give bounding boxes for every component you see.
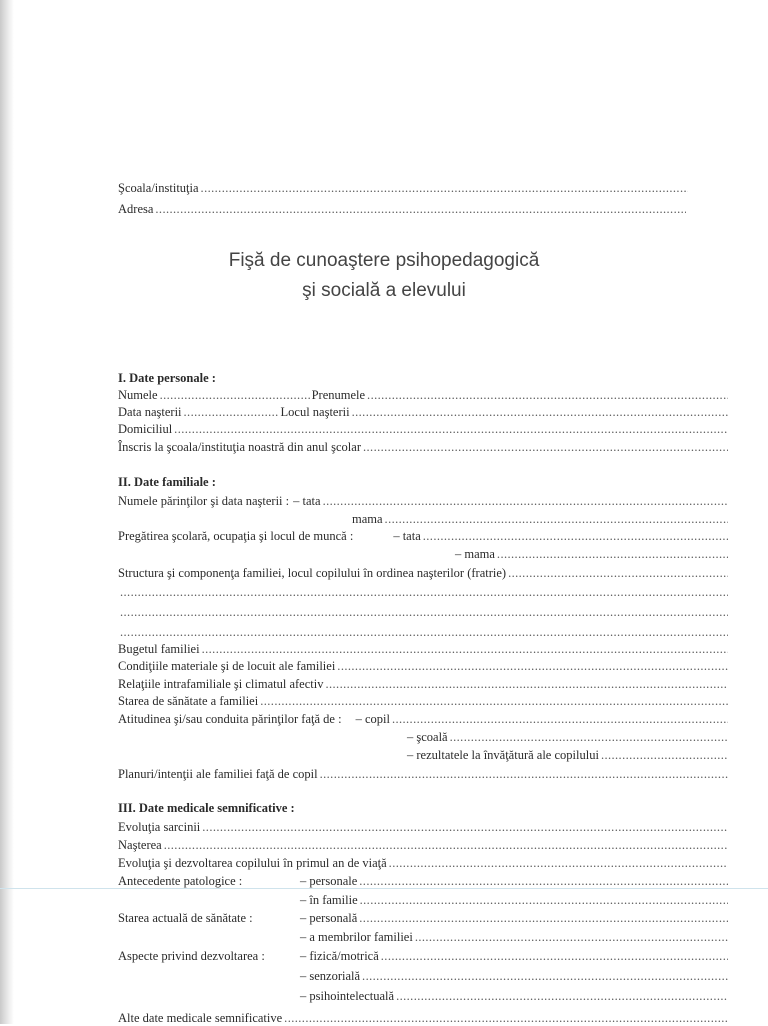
relatiile-field bbox=[118, 676, 730, 692]
evolutia-sarcinii-dots bbox=[202, 819, 728, 835]
atitudinea-copil-dots bbox=[392, 711, 728, 727]
parinti-tata-field bbox=[118, 493, 730, 509]
aspecte-psihointelectuala-label: – psihointelectuală bbox=[300, 989, 395, 1003]
prenume-label: Prenumele bbox=[311, 388, 366, 402]
evolutia-sarcinii-field bbox=[118, 819, 730, 835]
pregatirea-mama-field bbox=[455, 546, 730, 562]
alte-date-label: Alte date medicale semnificative bbox=[118, 1011, 283, 1025]
antecedente-familie-field bbox=[300, 892, 730, 908]
starea-membrilor-field bbox=[300, 929, 730, 945]
bugetul-label: Bugetul familiei bbox=[118, 642, 200, 656]
aspecte-fizica-field bbox=[118, 948, 730, 964]
inscris-label: Înscris la şcoala/instituţia noastră din anul şcolar bbox=[118, 440, 361, 454]
starea-familiei-label: Starea de sănătate a familiei bbox=[118, 694, 259, 708]
aspecte-fizica-label: – fizică/motrică bbox=[300, 949, 379, 963]
data-nasterii-dots bbox=[184, 404, 279, 420]
pregatirea-mama-label: – mama bbox=[455, 547, 495, 561]
atitudinea-label: Atitudinea şi/sau conduita părinţilor faţă de : bbox=[118, 712, 342, 726]
evolutia-dezvoltarea-dots bbox=[389, 855, 728, 871]
antecedente-familie-label: – în familie bbox=[300, 893, 358, 907]
parinti-mama-dots bbox=[385, 511, 728, 527]
address-field bbox=[118, 201, 688, 217]
starea-actuala-label: Starea actuală de sănătate : bbox=[118, 911, 253, 925]
conditiile-field bbox=[118, 658, 730, 674]
nasterea-dots bbox=[164, 837, 728, 853]
structura-line-2 bbox=[118, 584, 730, 600]
structura-line-3 bbox=[118, 604, 730, 620]
starea-personala-field bbox=[118, 910, 730, 926]
evolutia-dezvoltarea-field bbox=[118, 855, 730, 871]
section2-heading: II. Date familiale : bbox=[118, 475, 216, 489]
blank-dots bbox=[120, 604, 728, 620]
scan-edge bbox=[0, 0, 14, 1024]
parinti-mama-label: mama bbox=[352, 512, 383, 526]
aspecte-fizica-dots bbox=[381, 948, 728, 964]
antecedente-personale-dots bbox=[359, 873, 728, 889]
atitudinea-scoala-label: – şcoală bbox=[407, 730, 448, 744]
antecedente-personale-field bbox=[118, 873, 730, 889]
address-dots bbox=[155, 201, 686, 217]
locul-nasterii-dots bbox=[352, 404, 728, 420]
aspecte-label: Aspecte privind dezvoltarea : bbox=[118, 949, 265, 963]
parinti-mama-field bbox=[352, 511, 730, 527]
section3-heading: III. Date medicale semnificative : bbox=[118, 801, 295, 815]
pregatirea-mama-dots bbox=[497, 546, 728, 562]
pregatirea-tata-dots bbox=[423, 528, 728, 544]
structura-label: Structura şi componenţa familiei, locul copilului în ordinea naşterilor (fratrie) bbox=[118, 566, 507, 580]
aspecte-senzoriala-dots bbox=[362, 968, 728, 984]
relatiile-label: Relaţiile intrafamiliale şi climatul afectiv bbox=[118, 677, 324, 691]
nasterea-label: Naşterea bbox=[118, 838, 162, 852]
aspecte-senzoriala-label: – senzorială bbox=[300, 969, 361, 983]
planuri-dots bbox=[320, 766, 728, 782]
evolutia-dezvoltarea-label: Evoluţia şi dezvoltarea copilului în primul an de viaţă bbox=[118, 856, 387, 870]
page-title-line1: Fişă de cunoaştere psihopedagogică bbox=[228, 250, 540, 271]
pregatirea-tata-label: – tata bbox=[393, 529, 421, 543]
antecedente-personale-label: – personale bbox=[300, 874, 358, 888]
structura-line-4 bbox=[118, 624, 730, 640]
evolutia-sarcinii-label: Evoluţia sarcinii bbox=[118, 820, 201, 834]
structura-field bbox=[118, 565, 730, 581]
blank-dots bbox=[120, 624, 728, 640]
starea-familiei-field bbox=[118, 693, 730, 709]
conditiile-label: Condiţiile materiale şi de locuit ale familiei bbox=[118, 659, 336, 673]
school-field bbox=[118, 180, 690, 196]
prenume-dots bbox=[367, 387, 728, 403]
nume-field bbox=[118, 387, 730, 403]
locul-nasterii-label: Locul naşterii bbox=[280, 405, 350, 419]
structura-dots bbox=[508, 565, 728, 581]
atitudinea-rezultatele-label: – rezultatele la învăţătură ale copilului bbox=[407, 748, 599, 762]
school-dots bbox=[201, 180, 688, 196]
domiciliul-label: Domiciliul bbox=[118, 422, 173, 436]
planuri-label: Planuri/intenţii ale familiei faţă de copil bbox=[118, 767, 318, 781]
starea-personala-dots bbox=[359, 910, 728, 926]
address-label: Adresa bbox=[118, 202, 154, 216]
antecedente-familie-dots bbox=[360, 892, 728, 908]
data-nasterii-label: Data naşterii bbox=[118, 405, 182, 419]
atitudinea-scoala-field bbox=[407, 729, 730, 745]
section1-heading: I. Date personale : bbox=[118, 371, 216, 385]
atitudinea-copil-label: – copil bbox=[355, 712, 390, 726]
domiciliul-dots bbox=[174, 421, 728, 437]
nasterea-field bbox=[118, 837, 730, 853]
bugetul-dots bbox=[202, 641, 728, 657]
bugetul-field bbox=[118, 641, 730, 657]
parinti-tata-dots bbox=[323, 493, 728, 509]
aspecte-psihointelectuala-dots bbox=[396, 988, 728, 1004]
nume-label: Numele bbox=[118, 388, 158, 402]
atitudinea-copil-field bbox=[118, 711, 730, 727]
conditiile-dots bbox=[337, 658, 728, 674]
school-label: Şcoala/instituţia bbox=[118, 181, 199, 195]
atitudinea-scoala-dots bbox=[450, 729, 728, 745]
atitudinea-rezultatele-dots bbox=[601, 747, 728, 763]
pregatirea-tata-field bbox=[118, 528, 730, 544]
starea-familiei-dots bbox=[260, 693, 728, 709]
pregatirea-label: Pregătirea şcolară, ocupaţia şi locul de muncă : bbox=[118, 529, 354, 543]
aspecte-senzoriala-field bbox=[300, 968, 730, 984]
parinti-tata-label: – tata bbox=[293, 494, 321, 508]
inscris-field bbox=[118, 439, 730, 455]
domiciliul-field bbox=[118, 421, 730, 437]
antecedente-label: Antecedente patologice : bbox=[118, 874, 243, 888]
starea-membrilor-dots bbox=[415, 929, 728, 945]
starea-membrilor-label: – a membrilor familiei bbox=[300, 930, 413, 944]
blank-dots bbox=[120, 584, 728, 600]
nume-dots bbox=[160, 387, 310, 403]
relatiile-dots bbox=[325, 676, 728, 692]
aspecte-psihointelectuala-field bbox=[300, 988, 730, 1004]
atitudinea-rezultatele-field bbox=[407, 747, 730, 763]
inscris-dots bbox=[363, 439, 728, 455]
data-nasterii-field bbox=[118, 404, 730, 420]
planuri-field bbox=[118, 766, 730, 782]
page-title-line2: şi socială a elevului bbox=[302, 280, 466, 301]
starea-personala-label: – personală bbox=[300, 911, 358, 925]
parinti-label: Numele părinţilor şi data naşterii : bbox=[118, 494, 290, 508]
